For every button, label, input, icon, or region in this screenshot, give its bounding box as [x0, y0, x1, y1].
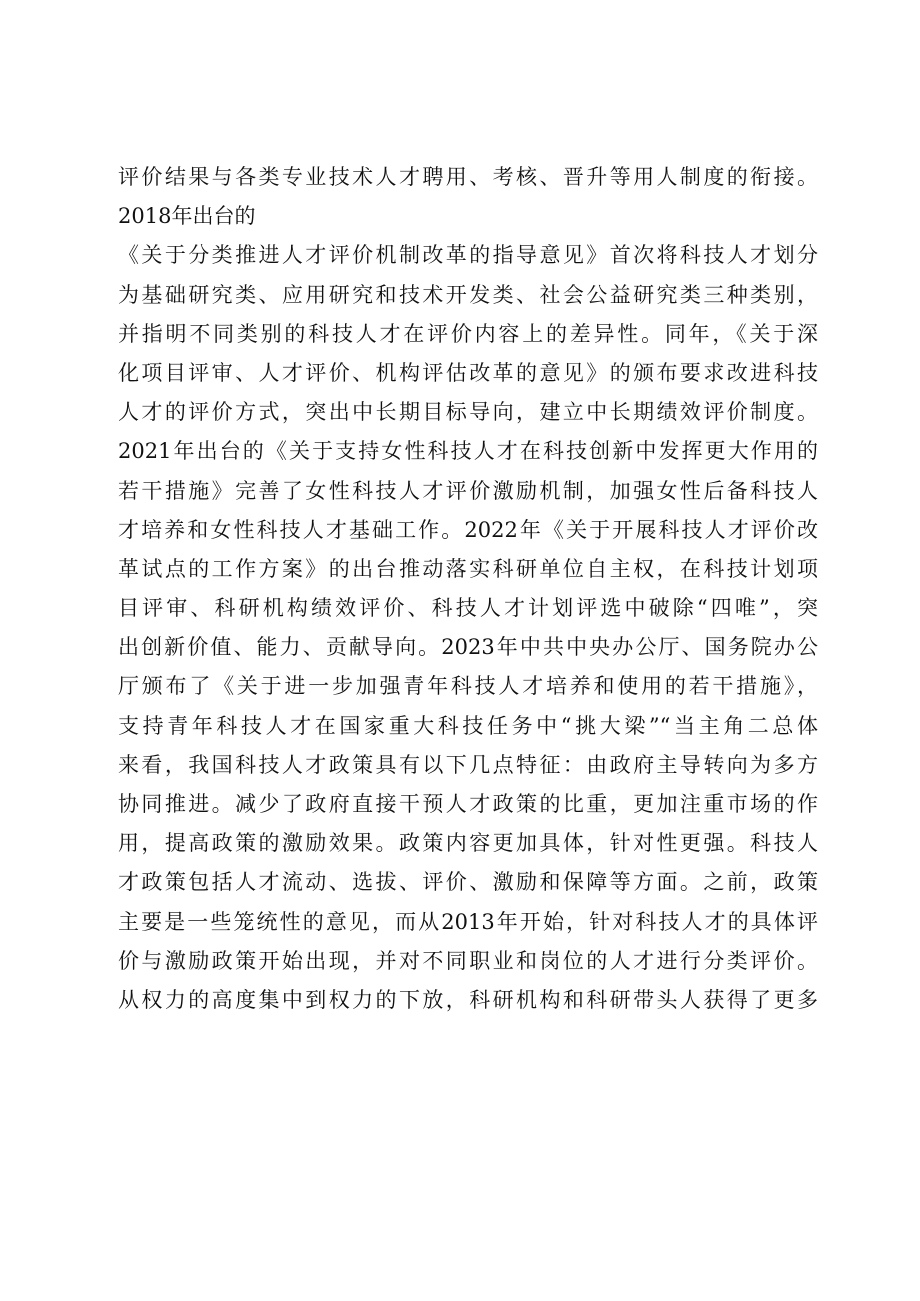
text-line: 主要是一些笼统性的意见，而从2013年开始，针对科技人才的具体评: [118, 909, 818, 934]
body-text: [118, 158, 818, 1020]
text-line: 2021年出台的《关于支持女性科技人才在科技创新中发挥更大作用的: [118, 439, 818, 464]
text-line: 从权力的高度集中到权力的下放，科研机构和科研带头人获得了更多: [118, 987, 818, 1012]
text-line: 才培养和女性科技人才基础工作。2022年《关于开展科技人才评价改: [118, 517, 818, 542]
text-line: 价与激励政策开始出现，并对不同职业和岗位的人才进行分类评价。: [118, 948, 818, 973]
text-line: 若干措施》完善了女性科技人才评价激励机制，加强女性后备科技人: [118, 478, 818, 503]
text-line: 2018年出台的: [118, 204, 256, 229]
text-line: 为基础研究类、应用研究和技术开发类、社会公益研究类三种类别，: [118, 282, 818, 307]
text-line: 目评审、科研机构绩效评价、科技人才计划评选中破除“四唯”，突: [118, 596, 818, 621]
text-line: 出创新价值、能力、贡献导向。2023年中共中央办公厅、国务院办公: [118, 635, 818, 660]
text-line: 来看，我国科技人才政策具有以下几点特征：由政府主导转向为多方: [118, 752, 818, 777]
text-line: 支持青年科技人才在国家重大科技任务中“挑大梁”“当主角二总体: [118, 713, 818, 738]
text-line: 协同推进。减少了政府直接干预人才政策的比重，更加注重市场的作: [118, 792, 818, 816]
text-line: 化项目评审、人才评价、机构评估改革的意见》的颁布要求改进科技: [118, 360, 818, 385]
text-line: 人才的评价方式，突出中长期目标导向，建立中长期绩效评价制度。: [118, 400, 818, 425]
text-line: 评价结果与各类专业技术人才聘用、考核、晋升等用人制度的衔接。: [118, 165, 818, 189]
text-line: 并指明不同类别的科技人才在评价内容上的差异性。同年，《关于深: [118, 321, 818, 346]
text-line: 才政策包括人才流动、选拔、评价、激励和保障等方面。之前，政策: [118, 870, 818, 895]
text-line: 用，提高政策的激励效果。政策内容更加具体，针对性更强。科技人: [118, 831, 818, 856]
text-line: 厅颁布了《关于进一步加强青年科技人才培养和使用的若干措施》，: [118, 674, 818, 699]
text-line: 革试点的工作方案》的出台推动落实科研单位自主权，在科技计划项: [118, 556, 818, 581]
text-line: 《关于分类推进人才评价机制改革的指导意见》首次将科技人才划分: [118, 243, 818, 268]
